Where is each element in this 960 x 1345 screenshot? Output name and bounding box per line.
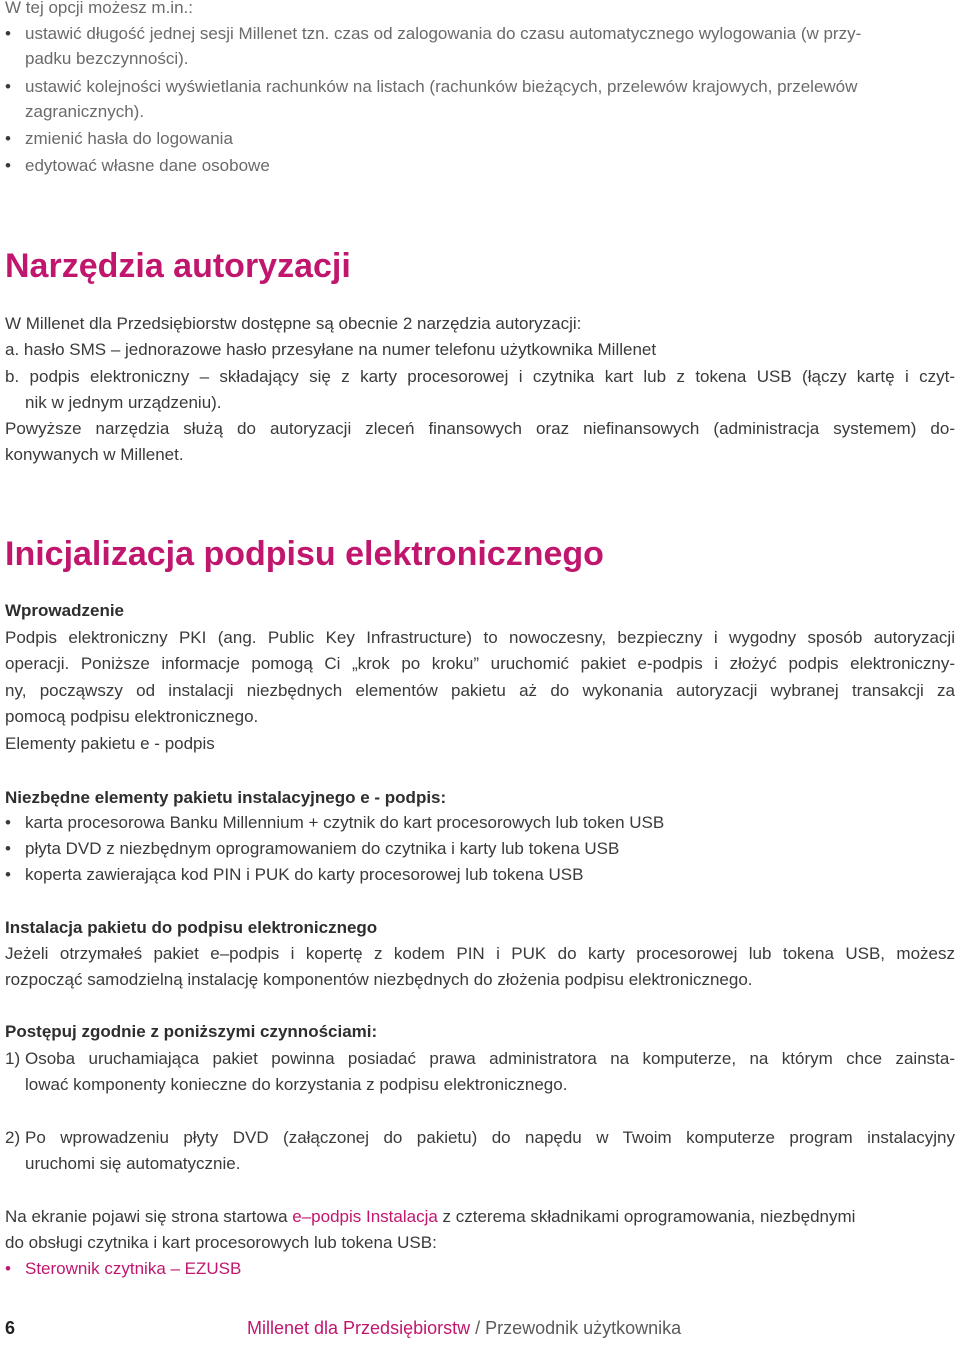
intro-para-line1: Podpis elektroniczny PKI (ang. Public Key Infrastructure) to nowoczesny, bezpieczny i wygodny sposób autoryzacji bbox=[5, 628, 955, 647]
bullet: • bbox=[5, 129, 11, 148]
auth-heading: Narzędzia autoryzacji bbox=[5, 247, 351, 285]
footer-title-guide: / Przewodnik użytkownika bbox=[470, 1318, 682, 1338]
element-item: płyta DVD z niezbędnym oprogramowaniem do czytnika i karty lub tokena USB bbox=[25, 839, 620, 858]
install-line1: Jeżeli otrzymałeś pakiet e–podpis i kopertę z kodem PIN i PUK do karty procesorowej lub tokena USB, możesz bbox=[5, 944, 955, 963]
step-2-number: 2) bbox=[5, 1128, 21, 1147]
step-2-line2: uruchomi się automatycznie. bbox=[25, 1154, 241, 1173]
steps-subheading: Postępuj zgodnie z poniższymi czynnościami: bbox=[5, 1022, 378, 1041]
auth-item-a: a. hasło SMS – jednorazowe hasło przesyłane na numer telefonu użytkownika Millenet bbox=[5, 340, 657, 359]
intro-para-line2: operacji. Poniższe informacje pomogą Ci „krok po kroku” uruchomić pakiet e-podpis i złożyć podpis elektroniczny- bbox=[5, 654, 955, 673]
bullet: • bbox=[5, 24, 11, 43]
intro-para-line3: ny, począwszy od instalacji niezbędnych elementów pakietu aż do wykonania autoryzacji wybranej transakcji za bbox=[5, 681, 955, 700]
option-2-line2: zagranicznych). bbox=[25, 102, 145, 121]
install-subheading: Instalacja pakietu do podpisu elektronicznego bbox=[5, 918, 378, 937]
option-1-line2: padku bezczynności). bbox=[25, 49, 189, 68]
auth-intro: W Millenet dla Przedsiębiorstw dostępne są obecnie 2 narzędzia autoryzacji: bbox=[5, 314, 582, 333]
init-heading: Inicjalizacja podpisu elektronicznego bbox=[5, 535, 604, 573]
auth-item-b-line1: b. podpis elektroniczny – składający się z karty procesorowej i czytnika kart lub z tokena USB (łączy kartę i czyt- bbox=[5, 367, 955, 386]
bullet: • bbox=[5, 813, 11, 832]
option-2-line1: ustawić kolejności wyświetlania rachunków na listach (rachunków bieżących, przelewów krajowych, przelewów bbox=[25, 77, 858, 96]
element-item: koperta zawierająca kod PIN i PUK do karty procesorowej lub tokena USB bbox=[25, 865, 584, 884]
bullet: • bbox=[5, 865, 11, 884]
page-number: 6 bbox=[5, 1318, 16, 1338]
step-1-line1: Osoba uruchamiająca pakiet powinna posiadać prawa administratora na komputerze, na którym chce zainsta- bbox=[25, 1049, 955, 1068]
bullet: • bbox=[5, 77, 11, 96]
component-link[interactable]: Sterownik czytnika – EZUSB bbox=[25, 1259, 242, 1278]
element-item: karta procesorowa Banku Millennium + czytnik do kart procesorowych lub token USB bbox=[25, 813, 665, 832]
start-post: z czterema składnikami oprogramowania, niezbędnymi bbox=[437, 1207, 856, 1226]
auth-summary-line2: konywanych w Millenet. bbox=[5, 445, 184, 464]
elements-line: Elementy pakietu e - podpis bbox=[5, 734, 215, 753]
start-page-line2: do obsługi czytnika i kart procesorowych lub tokena USB: bbox=[5, 1233, 437, 1252]
step-2-line1: Po wprowadzeniu płyty DVD (załączonej do pakietu) do napędu w Twoim komputerze program instalacyjny bbox=[25, 1128, 955, 1147]
step-1-line2: lować komponenty konieczne do korzystania z podpisu elektronicznego. bbox=[25, 1075, 568, 1094]
install-line2: rozpocząć samodzielną instalację komponentów niezbędnych do złożenia podpisu elektronicznego. bbox=[5, 970, 753, 989]
option-3: zmienić hasła do logowania bbox=[25, 129, 233, 148]
intro-subheading: Wprowadzenie bbox=[5, 601, 125, 620]
bullet: • bbox=[5, 156, 11, 175]
bullet: • bbox=[5, 1259, 11, 1278]
start-pre: Na ekranie pojawi się strona startowa bbox=[5, 1207, 293, 1226]
elements-subheading: Niezbędne elementy pakietu instalacyjnego e - podpis: bbox=[5, 788, 447, 807]
intro-para-line4: pomocą podpisu elektronicznego. bbox=[5, 707, 259, 726]
footer-title-brand: Millenet dla Przedsiębiorstw bbox=[247, 1318, 471, 1338]
option-4: edytować własne dane osobowe bbox=[25, 156, 270, 175]
step-1-number: 1) bbox=[5, 1049, 21, 1068]
auth-summary-line1: Powyższe narzędzia służą do autoryzacji zleceń finansowych oraz niefinansowych (administracja systemem) do- bbox=[5, 419, 955, 438]
auth-item-b-line2: nik w jednym urządzeniu). bbox=[25, 393, 222, 412]
bullet: • bbox=[5, 839, 11, 858]
option-1-line1: ustawić długość jednej sesji Millenet tzn. czas od zalogowania do czasu automatycznego wylogowania (w przy- bbox=[25, 24, 862, 43]
start-page-line1 bbox=[5, 1206, 855, 1228]
footer-title bbox=[247, 1318, 681, 1339]
start-link[interactable]: e–podpis Instalacja bbox=[292, 1207, 438, 1226]
options-intro: W tej opcji możesz m.in.: bbox=[5, 0, 193, 17]
